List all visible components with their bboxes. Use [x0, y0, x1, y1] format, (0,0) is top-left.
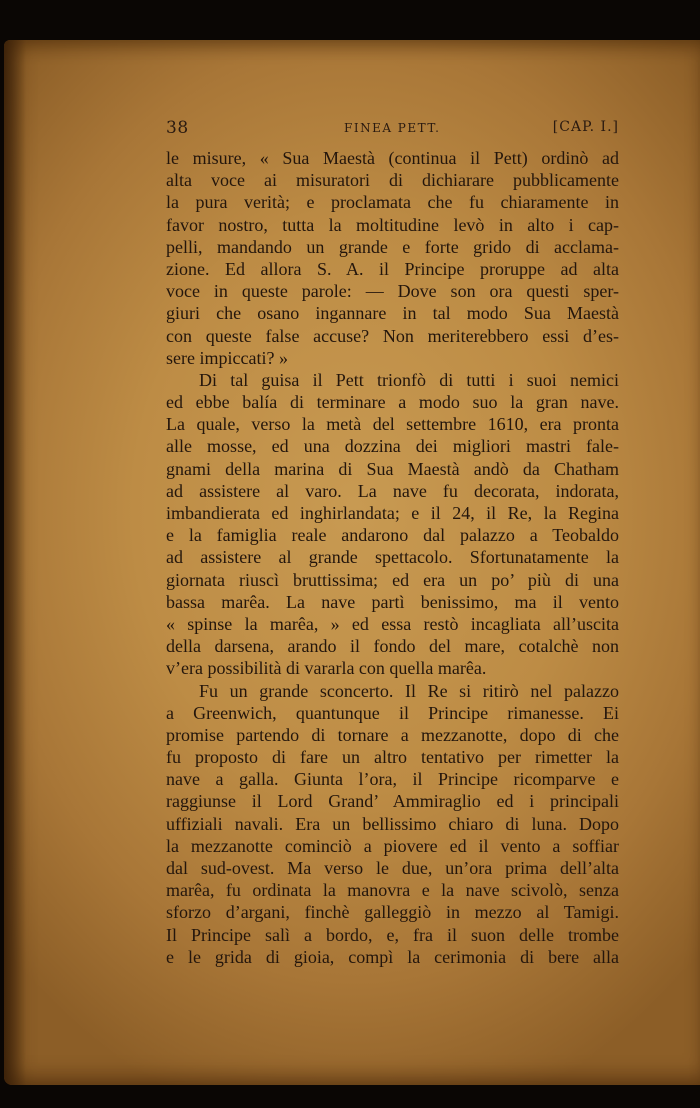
text-line: Il Principe salì a bordo, e, fra il suon delle trombe	[166, 924, 619, 945]
text-line: sere impiccati? »	[166, 347, 288, 368]
page-header	[166, 118, 619, 142]
text-line: « spinse la marêa, » ed essa restò incagliata all’uscita	[166, 613, 619, 634]
text-line: v’era possibilità di vararla con quella marêa.	[166, 658, 487, 679]
text-line: La quale, verso la metà del settembre 1610, era pronta	[166, 414, 619, 435]
text-line: sforzo d’argani, finchè galleggiò in mezzo al Tamigi.	[166, 902, 619, 923]
text-line: alle mosse, ed una dozzina dei migliori mastri fale-	[166, 436, 619, 457]
text-line: ad assistere al grande spettacolo. Sfortunatamente la	[166, 547, 619, 568]
body-text	[166, 147, 619, 968]
text-line: uffiziali navali. Era un bellissimo chiaro di luna. Dopo	[166, 813, 619, 834]
text-line: la pura verità; e proclamata che fu chiaramente in	[166, 192, 619, 213]
text-line: alta voce ai misuratori di dichiarare pubblicamente	[166, 170, 619, 191]
text-line: della darsena, arando il fondo del mare, cotalchè non	[166, 636, 619, 657]
text-line: favor nostro, tutta la moltitudine levò in alto i cap-	[166, 214, 619, 235]
text-line: ad assistere al varo. La nave fu decorata, indorata,	[166, 480, 619, 501]
text-line: pelli, mandando un grande e forte grido di acclama-	[166, 236, 619, 257]
text-line: gnami della marina di Sua Maestà andò da Chatham	[166, 458, 619, 479]
text-line: a Greenwich, quantunque il Principe rimanesse. Ei	[166, 702, 619, 723]
text-line: giuri che osano ingannare in tal modo Sua Maestà	[166, 303, 619, 324]
text-line: le misure, « Sua Maestà (continua il Pett) ordinò ad	[166, 148, 619, 168]
text-line: zione. Ed allora S. A. il Principe proruppe ad alta	[166, 258, 619, 279]
text-line: ed ebbe balía di terminare a modo suo la gran nave.	[166, 392, 619, 413]
text-line: bassa marêa. La nave partì benissimo, ma il vento	[166, 591, 619, 612]
text-line: imbandierata ed inghirlandata; e il 24, il Re, la Regina	[166, 503, 619, 523]
text-line: marêa, fu ordinata la manovra e la nave scivolò, senza	[166, 880, 619, 901]
text-line: la mezzanotte cominciò a piovere ed il vento a soffiar	[166, 835, 619, 856]
text-line: nave a galla. Giunta l’ora, il Principe ricomparve e	[166, 769, 619, 790]
text-line: Di tal guisa il Pett trionfò di tutti i suoi nemici	[199, 369, 619, 390]
text-line: fu proposto di fare un altro tentativo per rimetter la	[166, 747, 619, 768]
text-line: promise partendo di tornare a mezzanotte, dopo di che	[166, 724, 619, 745]
text-line: Fu un grande sconcerto. Il Re si ritirò nel palazzo	[199, 680, 619, 701]
text-line: dal sud-ovest. Ma verso le due, un’ora prima dell’alta	[166, 858, 619, 878]
text-line: giornata riuscì bruttissima; ed era un po’ più di una	[166, 569, 619, 590]
text-line: con queste false accuse? Non meriterebbero essi d’es-	[166, 325, 619, 346]
page-number: 38	[166, 118, 189, 138]
text-line: e le grida di gioia, compì la cerimonia di bere alla	[166, 946, 619, 967]
text-line: voce in queste parole: — Dove son ora questi sper-	[166, 281, 619, 302]
running-title: FINEA PETT.	[344, 121, 441, 135]
text-line: raggiunse il Lord Grand’ Ammiraglio ed i principali	[166, 791, 619, 812]
text-line: e la famiglia reale andarono dal palazzo a Teobaldo	[166, 525, 619, 546]
chapter-label: [CAP. I.]	[552, 119, 619, 135]
